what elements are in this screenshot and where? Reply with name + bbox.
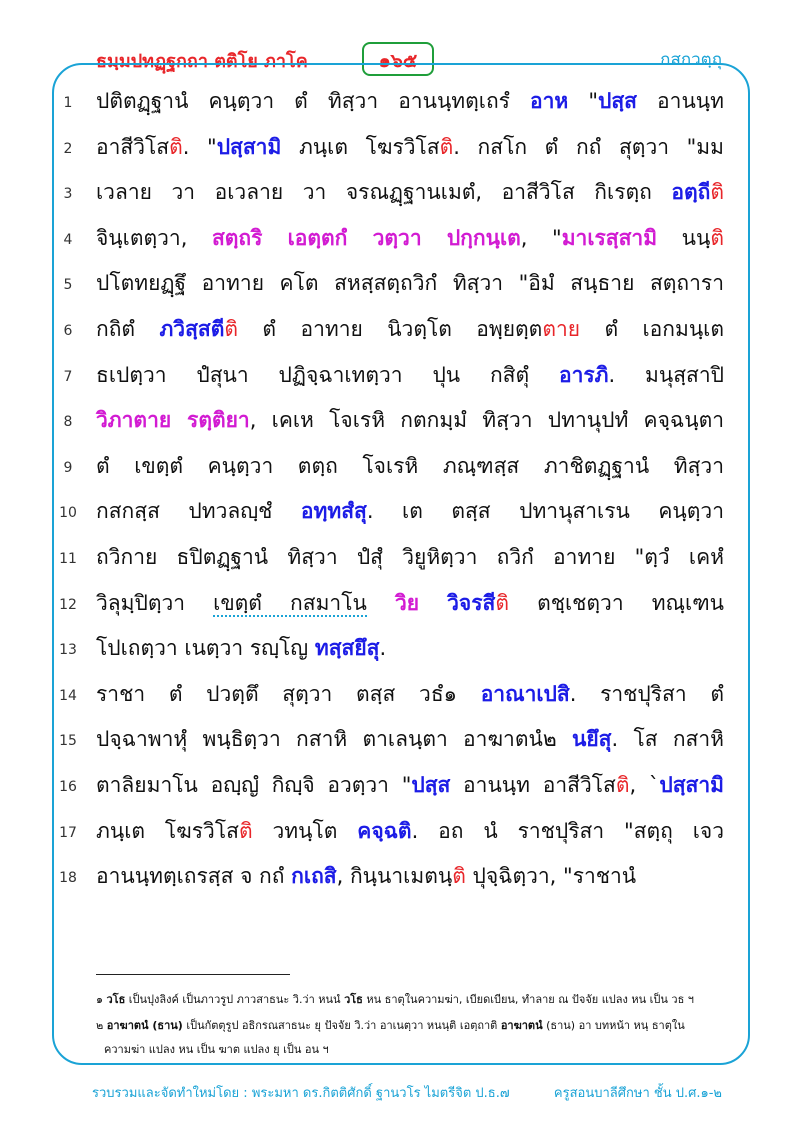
text-line — [96, 86, 724, 116]
text-segment: วิลุมฺปิตฺวา — [96, 590, 214, 615]
highlighted-word: นยึสุ — [571, 727, 612, 752]
text-line — [96, 496, 724, 526]
text-line — [96, 816, 724, 846]
text-line — [96, 405, 724, 435]
highlighted-word: ตาย — [542, 317, 581, 341]
text-line — [96, 542, 724, 572]
footnote-segment: อาฆาตนํ — [500, 1019, 543, 1032]
footnote-segment: หน ธาตุในความฆ่า, เบียดเบียน, ทำลาย ณ ปัจจัย แปลง หน เป็น วธ ฯ — [362, 993, 694, 1006]
text-segment: ตาลิยมาโน อญฺญํ กิญฺจิ อวตฺวา " — [96, 773, 412, 797]
text-segment: " — [568, 89, 599, 113]
line-number: 18 — [59, 870, 77, 887]
highlighted-word: ติ — [169, 134, 183, 159]
line-number: 17 — [59, 824, 77, 841]
text-segment: , เคเห โจเรหิ กตกมฺมํ ทิสฺวา ปทานุปทํ คจฺฉนฺตา — [249, 408, 725, 433]
text-line — [96, 588, 724, 618]
highlighted-word: ติ — [238, 818, 253, 843]
text-line — [96, 314, 724, 344]
footnote-segment: อาฆาตนํ (ธาน) — [106, 1019, 183, 1032]
line-number: 10 — [59, 505, 77, 522]
footnote-segment: วโธ — [106, 993, 126, 1006]
highlighted-word: อารภิ — [558, 362, 609, 387]
text-segment: ธเปตฺวา ปํสุนา ปฏิจฺฉาเทตฺวา ปุน กสิตุํ — [96, 362, 559, 387]
text-segment: โปเถตฺวา เนตฺวา รญฺโญ — [96, 636, 315, 661]
text-line — [96, 451, 724, 481]
text-segment: อานนฺทตฺเถรสฺส จ กถํ — [96, 864, 292, 889]
text-segment: . มนุสฺสาปิ — [608, 362, 724, 387]
footnote — [104, 1042, 744, 1058]
story-title: กสกวตฺถุ — [660, 50, 722, 70]
text-segment: จินฺเตตฺวา, — [96, 225, 212, 250]
text-line — [96, 132, 724, 162]
text-line — [96, 177, 724, 207]
text-segment: ภนฺเต โฆรวิโส — [281, 134, 440, 159]
text-segment: อานนฺท อาสีวิโส — [450, 773, 616, 797]
highlighted-word: ปสฺส — [411, 773, 451, 797]
text-segment — [419, 591, 447, 615]
text-segment: เวลาย วา อเวลาย วา จรณฏฺฐานเมตํ, อาสีวิโส กิเรตฺถ — [96, 180, 672, 205]
text-line — [96, 268, 724, 298]
book-title: ธมฺมปทฏฺฐกถา ตติโย ภาโค — [96, 51, 308, 72]
text-segment: . ราชปุริสา ตํ — [569, 681, 724, 706]
highlighted-word: ทสฺสยึสุ — [314, 636, 380, 661]
text-segment: . โส กสาหิ — [611, 727, 724, 752]
highlighted-word: วิจรสี — [447, 590, 496, 615]
line-number: 13 — [59, 642, 77, 659]
text-segment: , " — [520, 225, 562, 250]
footnote-segment: ๒ — [96, 1019, 107, 1032]
highlighted-word: ติ — [224, 317, 239, 341]
text-segment: ภนฺเต โฆรวิโส — [96, 818, 239, 843]
footnote-segment: วโธ — [344, 993, 363, 1006]
text-segment: นนฺ — [657, 225, 711, 250]
text-segment: อาสีวิโส — [96, 134, 170, 159]
line-number: 16 — [59, 779, 77, 795]
highlighted-word: กเถสิ — [291, 864, 337, 889]
footnote-segment: (ธาน) อา บทหน้า หนฺ ธาตุใน — [542, 1019, 685, 1032]
text-segment: . อถ นํ ราชปุริสา "สตฺถุ เจว — [411, 818, 724, 843]
footnote-segment: ๑ — [96, 993, 107, 1006]
highlighted-word: เขตฺตํ กสมาโน — [213, 590, 367, 615]
footnote — [96, 1018, 736, 1034]
page-number: ๑๖๕ — [362, 42, 434, 76]
text-segment: ตชฺเชตฺวา ทณฺเฑน — [508, 590, 724, 615]
line-number: 7 — [63, 368, 73, 385]
text-line — [96, 770, 724, 800]
highlighted-word: ติ — [439, 134, 454, 159]
highlighted-word: ปสฺสามิ — [659, 773, 724, 797]
text-segment: วทนฺโต — [252, 818, 358, 843]
text-line — [96, 223, 724, 253]
text-line — [96, 633, 724, 663]
text-segment — [367, 591, 395, 615]
footnote-segment: เป็นปุงลิงค์ เป็นภาวรูป ภาวสาธนะ วิ.ว่า หนนํ — [125, 993, 345, 1006]
highlighted-word: ปสฺสามิ — [216, 134, 282, 159]
text-segment: ปุจฺฉิตฺวา, "ราชานํ — [465, 864, 637, 889]
footer-compiler: รวบรวมและจัดทำใหม่โดย : พระมหา ดร.กิตติศักดิ์ ฐานวโร ไมตรีจิต ป.ธ.๗ — [92, 1086, 510, 1101]
highlighted-word: วิภาตาย รตฺติยา — [96, 408, 250, 433]
text-line — [96, 679, 724, 709]
text-segment: . " — [182, 134, 217, 159]
line-number: 2 — [63, 140, 73, 157]
line-number: 8 — [63, 414, 73, 431]
text-segment: ปติตฏฺฐานํ คนฺตฺวา ตํ ทิสฺวา อานนฺทตฺเถรํ — [96, 89, 531, 113]
highlighted-word: อทฺทสํสุ — [300, 499, 367, 524]
highlighted-word: อาห — [530, 89, 569, 113]
highlighted-word: ปสฺส — [598, 89, 637, 113]
line-number: 11 — [59, 551, 77, 567]
highlighted-word: คจฺฉติ — [357, 818, 412, 843]
line-number: 1 — [63, 95, 73, 111]
text-segment: ตํ เอกมนฺเต — [580, 317, 725, 341]
text-segment: ถวิกาย ธปิตฏฺฐานํ ทิสฺวา ปํสุํ วิยูหิตฺวา ถวิกํ อาทาย "ตฺวํ เคหํ — [96, 545, 724, 569]
line-number: 3 — [63, 186, 73, 203]
highlighted-word: วิย — [394, 590, 420, 615]
highlighted-word: ติ — [495, 590, 509, 615]
highlighted-word: มาเรสฺสามิ — [561, 225, 658, 250]
line-number: 15 — [59, 733, 77, 750]
line-number: 14 — [59, 687, 77, 704]
footnote — [96, 992, 736, 1008]
line-number: 12 — [59, 596, 77, 613]
text-segment: ตํ อาทาย นิวตฺโต อพฺยตฺต — [238, 317, 543, 341]
text-segment: ปจฺฉาพาหุํ พนฺธิตฺวา กสาหิ ตาเลนฺตา อาฆาตนํ๒ — [96, 727, 572, 752]
footnote-segment: เป็นกัตตุรูป อธิกรณสาธนะ ยุ ปัจจัย วิ.ว่า อาเนตฺวา หนนฺติ เอตฺถาติ — [182, 1019, 501, 1032]
line-number: 6 — [63, 323, 73, 339]
highlighted-word: ติ — [452, 864, 466, 889]
highlighted-word: สตฺถริ เอตฺตกํ วตฺวา ปกฺกนฺเต — [211, 225, 521, 250]
footnote-segment: ความฆ่า แปลง หน เป็น ฆาต แปลง ยุ เป็น อน ฯ — [104, 1043, 329, 1056]
line-number: 4 — [63, 231, 73, 248]
text-segment: ราชา ตํ ปวตฺตึ สุตฺวา ตสฺส วธํ๑ — [96, 681, 481, 706]
text-segment: ตํ เขตฺตํ คนฺตฺวา ตตฺถ โจเรหิ ภณฺฑสฺส ภาชิตฏฺฐานํ ทิสฺวา — [96, 453, 724, 478]
highlighted-word: อตฺถี — [671, 180, 711, 205]
line-number: 9 — [63, 459, 73, 476]
text-segment: , กินฺนาเมตนฺ — [336, 864, 453, 889]
highlighted-word: ติ — [615, 773, 630, 797]
highlighted-word: ติ — [710, 225, 724, 250]
line-number: 5 — [63, 277, 73, 294]
text-segment: กสกสฺส ปทวลญฺชํ — [96, 499, 301, 524]
text-segment: , ` — [629, 773, 660, 797]
highlighted-word: ติ — [710, 180, 724, 205]
text-segment: . เต ตสฺส ปทานุสาเรน คนฺตฺวา — [366, 499, 724, 524]
footer-course: ครูสอนบาลีศึกษา ชั้น ป.ศ.๑-๒ — [553, 1086, 722, 1101]
text-segment: อานนฺท — [636, 89, 725, 113]
highlighted-word: ภวิสฺสตี — [159, 317, 225, 341]
text-segment: กถิตํ — [96, 317, 160, 341]
text-line — [96, 861, 724, 891]
text-line — [96, 360, 724, 390]
text-line — [96, 724, 724, 754]
text-segment: . — [379, 636, 387, 661]
text-segment: ปโตทยฏฺฐึ อาทาย คโต สหสฺสตฺถวิกํ ทิสฺวา "อิมํ สนฺธาย สตฺถารา — [96, 271, 724, 296]
footnote-rule — [96, 974, 290, 975]
highlighted-word: อาณาเปสิ — [480, 681, 570, 706]
text-segment: . กสโก ตํ กถํ สุตฺวา "มม — [453, 134, 724, 159]
